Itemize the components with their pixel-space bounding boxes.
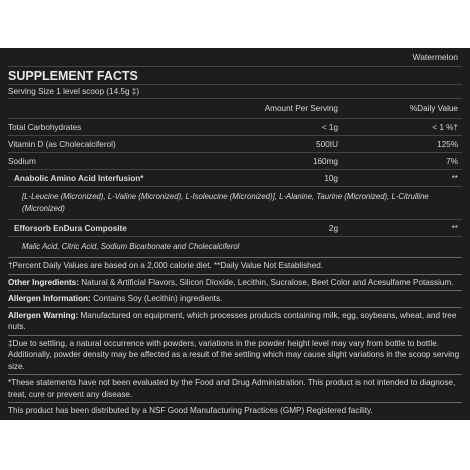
- allergen-info-label: Allergen Information:: [8, 294, 91, 303]
- nutrient-name: Vitamin D (as Cholecalciferol): [8, 139, 116, 149]
- dv-header: %Daily Value: [409, 104, 458, 113]
- nutrient-name: Sodium: [8, 156, 36, 166]
- blend-dv: **: [451, 173, 458, 183]
- blend-dv: **: [451, 223, 458, 233]
- panel-title: SUPPLEMENT FACTS: [8, 69, 138, 83]
- settling-note: ‡Due to settling, a natural occurrence with powders, variations in the powder height level may vary from bottle to bottle. Additionally, powder density may be affected as a result of the settling which may cause slight variations in the scoop serving size.: [8, 335, 462, 375]
- nutrient-name: Total Carbohydrates: [8, 122, 82, 132]
- blend-amount: 2g: [328, 223, 338, 233]
- gmp-statement: This product has been distributed by a NSF Good Manufacturing Practices (GMP) Registered facility.: [8, 402, 462, 419]
- flavor-row: [8, 48, 462, 67]
- amount-header: Amount Per Serving: [264, 104, 338, 113]
- nutrient-amount: 500IU: [316, 139, 338, 149]
- nutrient-amount: 160mg: [312, 156, 338, 166]
- allergen-information: [8, 290, 462, 307]
- serving-size: Serving Size 1 level scoop (14.5g ‡): [8, 84, 462, 98]
- other-text: Natural & Artificial Flavors, Silicon Dioxide, Lecithin, Sucralose, Beet Color and Acesulfame Potassium.: [78, 277, 454, 287]
- supplement-facts-panel: [0, 48, 470, 420]
- flavor-label: Watermelon: [412, 52, 458, 62]
- blend-ingredients: Malic Acid, Citric Acid, Sodium Bicarbonate and Cholecalciferol: [8, 236, 462, 257]
- blend-row: [8, 169, 462, 186]
- nutrient-dv: 7%: [446, 156, 458, 166]
- nutrient-dv: 125%: [437, 139, 458, 149]
- blend-row: [8, 219, 462, 236]
- nutrient-dv: < 1 %†: [432, 122, 458, 132]
- dv-footnote: †Percent Daily Values are based on a 2,000 calorie diet. **Daily Value Not Established.: [8, 257, 462, 274]
- fda-disclaimer: *These statements have not been evaluated by the Food and Drug Administration. This product is not intended to diagnose, treat, cure or prevent any disease.: [8, 374, 462, 402]
- blend-ingredients: [L-Leucine (Micronized), L-Valine (Micronized), L-Isoleucine (Micronized)], L-Alanine, Taurine (Micronized), L-Citrulline (Micronized): [8, 186, 462, 219]
- allergen-warning: [8, 307, 462, 335]
- nutrient-amount: < 1g: [321, 122, 338, 132]
- other-ingredients: [8, 274, 462, 291]
- column-headers: [8, 98, 462, 118]
- nutrient-row: [8, 118, 462, 135]
- allergen-warn-label: Allergen Warning:: [8, 310, 79, 320]
- allergen-warn-text: Manufactured on equipment, which processes products containing milk, egg, soybeans, wheat, and tree nuts.: [8, 310, 457, 331]
- blend-name: Efforsorb EnDura Composite: [14, 223, 127, 233]
- other-label: Other Ingredients:: [8, 277, 79, 287]
- nutrient-row: [8, 135, 462, 152]
- allergen-info-text: Contains Soy (Lecithin) ingredients.: [90, 294, 223, 303]
- nutrient-row: [8, 152, 462, 169]
- blend-name: Anabolic Amino Acid Interfusion*: [14, 173, 144, 183]
- blend-amount: 10g: [324, 173, 338, 183]
